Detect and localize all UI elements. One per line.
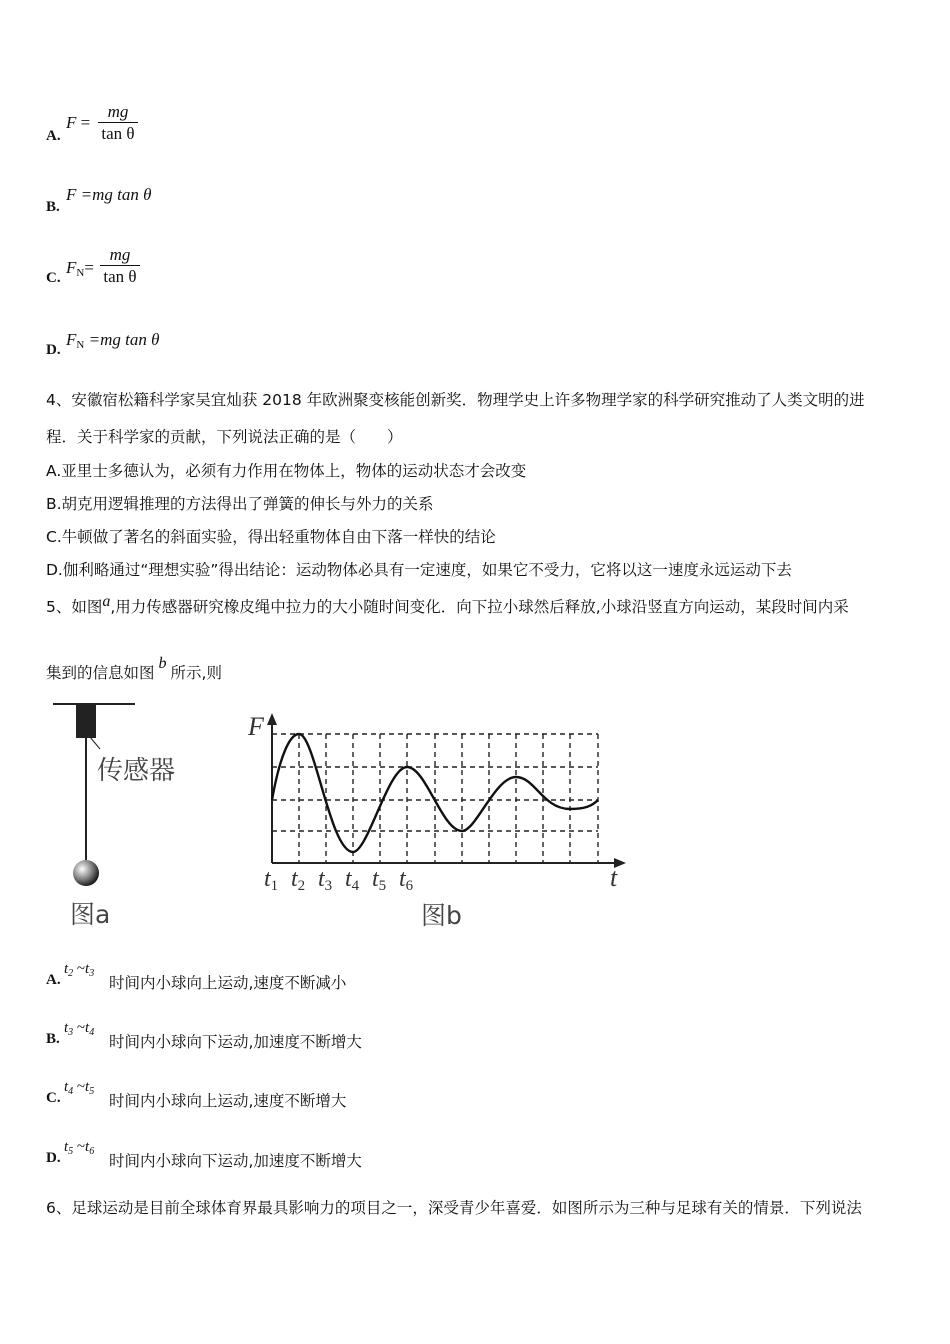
q5-option-c-text: 时间内小球向上运动,速度不断增大 [109,1092,347,1110]
option-c-label: C. [46,270,61,286]
q5-option-d-text: 时间内小球向下运动,加速度不断增大 [109,1152,362,1170]
tick-t2: t2 [291,866,306,894]
q4-option-c: C.牛顿做了著名的斜面实验，得出轻重物体自由下落一样快的结论 [46,528,496,546]
force-sensor [76,704,96,738]
tick-t4: t4 [345,866,360,894]
q4-stem-line2: 程．关于科学家的贡献，下列说法正确的是（ ） [46,428,403,446]
q5-option-a-text: 时间内小球向上运动,速度不断减小 [109,974,347,992]
t-axis-label: t [610,863,618,892]
option-c-fraction: mg tan θ [100,245,140,288]
q5-option-b-label: B. [46,1031,60,1047]
figure-a-caption: 图a [70,900,111,929]
q5-option-a-label: A. [46,972,61,988]
option-b-formula: F =mg tan θ [66,185,152,204]
tick-t6: t6 [399,866,414,894]
q5-option-c-label: C. [46,1090,61,1106]
option-c-lhs: $F_N=$ [66,258,94,279]
tick-t1: t1 [264,866,279,894]
q5-stem-line2: 集到的信息如图b所示,则 [46,655,222,682]
q5-option-c-interval: $t_4$ $\sim t_5$ [64,1079,95,1097]
q6-stem-line1: 6、足球运动是目前全球体育界最具影响力的项目之一，深受青少年喜爱．如图所示为三种与足球有关的情景．下列说法 [46,1199,862,1217]
q5-option-a-interval: $t_2$ $\sim t_3$ [64,961,95,979]
option-a-lhs: F = [66,113,91,132]
option-a-fraction: mg tan θ [98,102,138,145]
q4-option-a: A.亚里士多德认为，必须有力作用在物体上，物体的运动状态才会改变 [46,462,527,480]
sensor-pointer-line [90,737,100,749]
ball [73,860,99,886]
figure-b-caption: 图b [421,901,462,930]
option-b-label: B. [46,199,60,215]
f-axis-arrow [267,713,277,725]
q5-option-b-text: 时间内小球向下运动,加速度不断增大 [109,1033,362,1051]
f-axis-label: F [248,712,264,741]
q4-stem-line1: 4、安徽宿松籍科学家吴宜灿获 2018 年欧洲聚变核能创新奖．物理学史上许多物理学家的科学研究推动了人类文明的进 [46,391,865,409]
q5-option-b-interval: $t_3$ $\sim t_4$ [64,1020,95,1038]
tick-labels [264,866,414,894]
tick-t3: t3 [318,866,333,894]
sensor-label: 传感器 [97,756,176,786]
q4-option-d: D.伽利略通过“理想实验”得出结论：运动物体必具有一定速度，如果它不受力，它将以这一速度永远运动下去 [46,561,792,579]
option-a-label: A. [46,128,61,144]
option-d-label: D. [46,342,61,358]
figure-b-force-time-graph [240,700,640,935]
q5-option-d-interval: $t_5$ $\sim t_6$ [64,1139,95,1157]
figure-a-sensor-pendulum [40,695,210,935]
q5-option-d-label: D. [46,1150,61,1166]
q5-stem-line1: 5、如图a,用力传感器研究橡皮绳中拉力的大小随时间变化．向下拉小球然后释放,小球沿竖直方向运动，某段时间内采 [46,593,849,616]
tick-t5: t5 [372,866,387,894]
option-d-formula: $F_N =mg$ tan θ [66,330,160,351]
q4-option-b: B.胡克用逻辑推理的方法得出了弹簧的伸长与外力的关系 [46,495,434,513]
